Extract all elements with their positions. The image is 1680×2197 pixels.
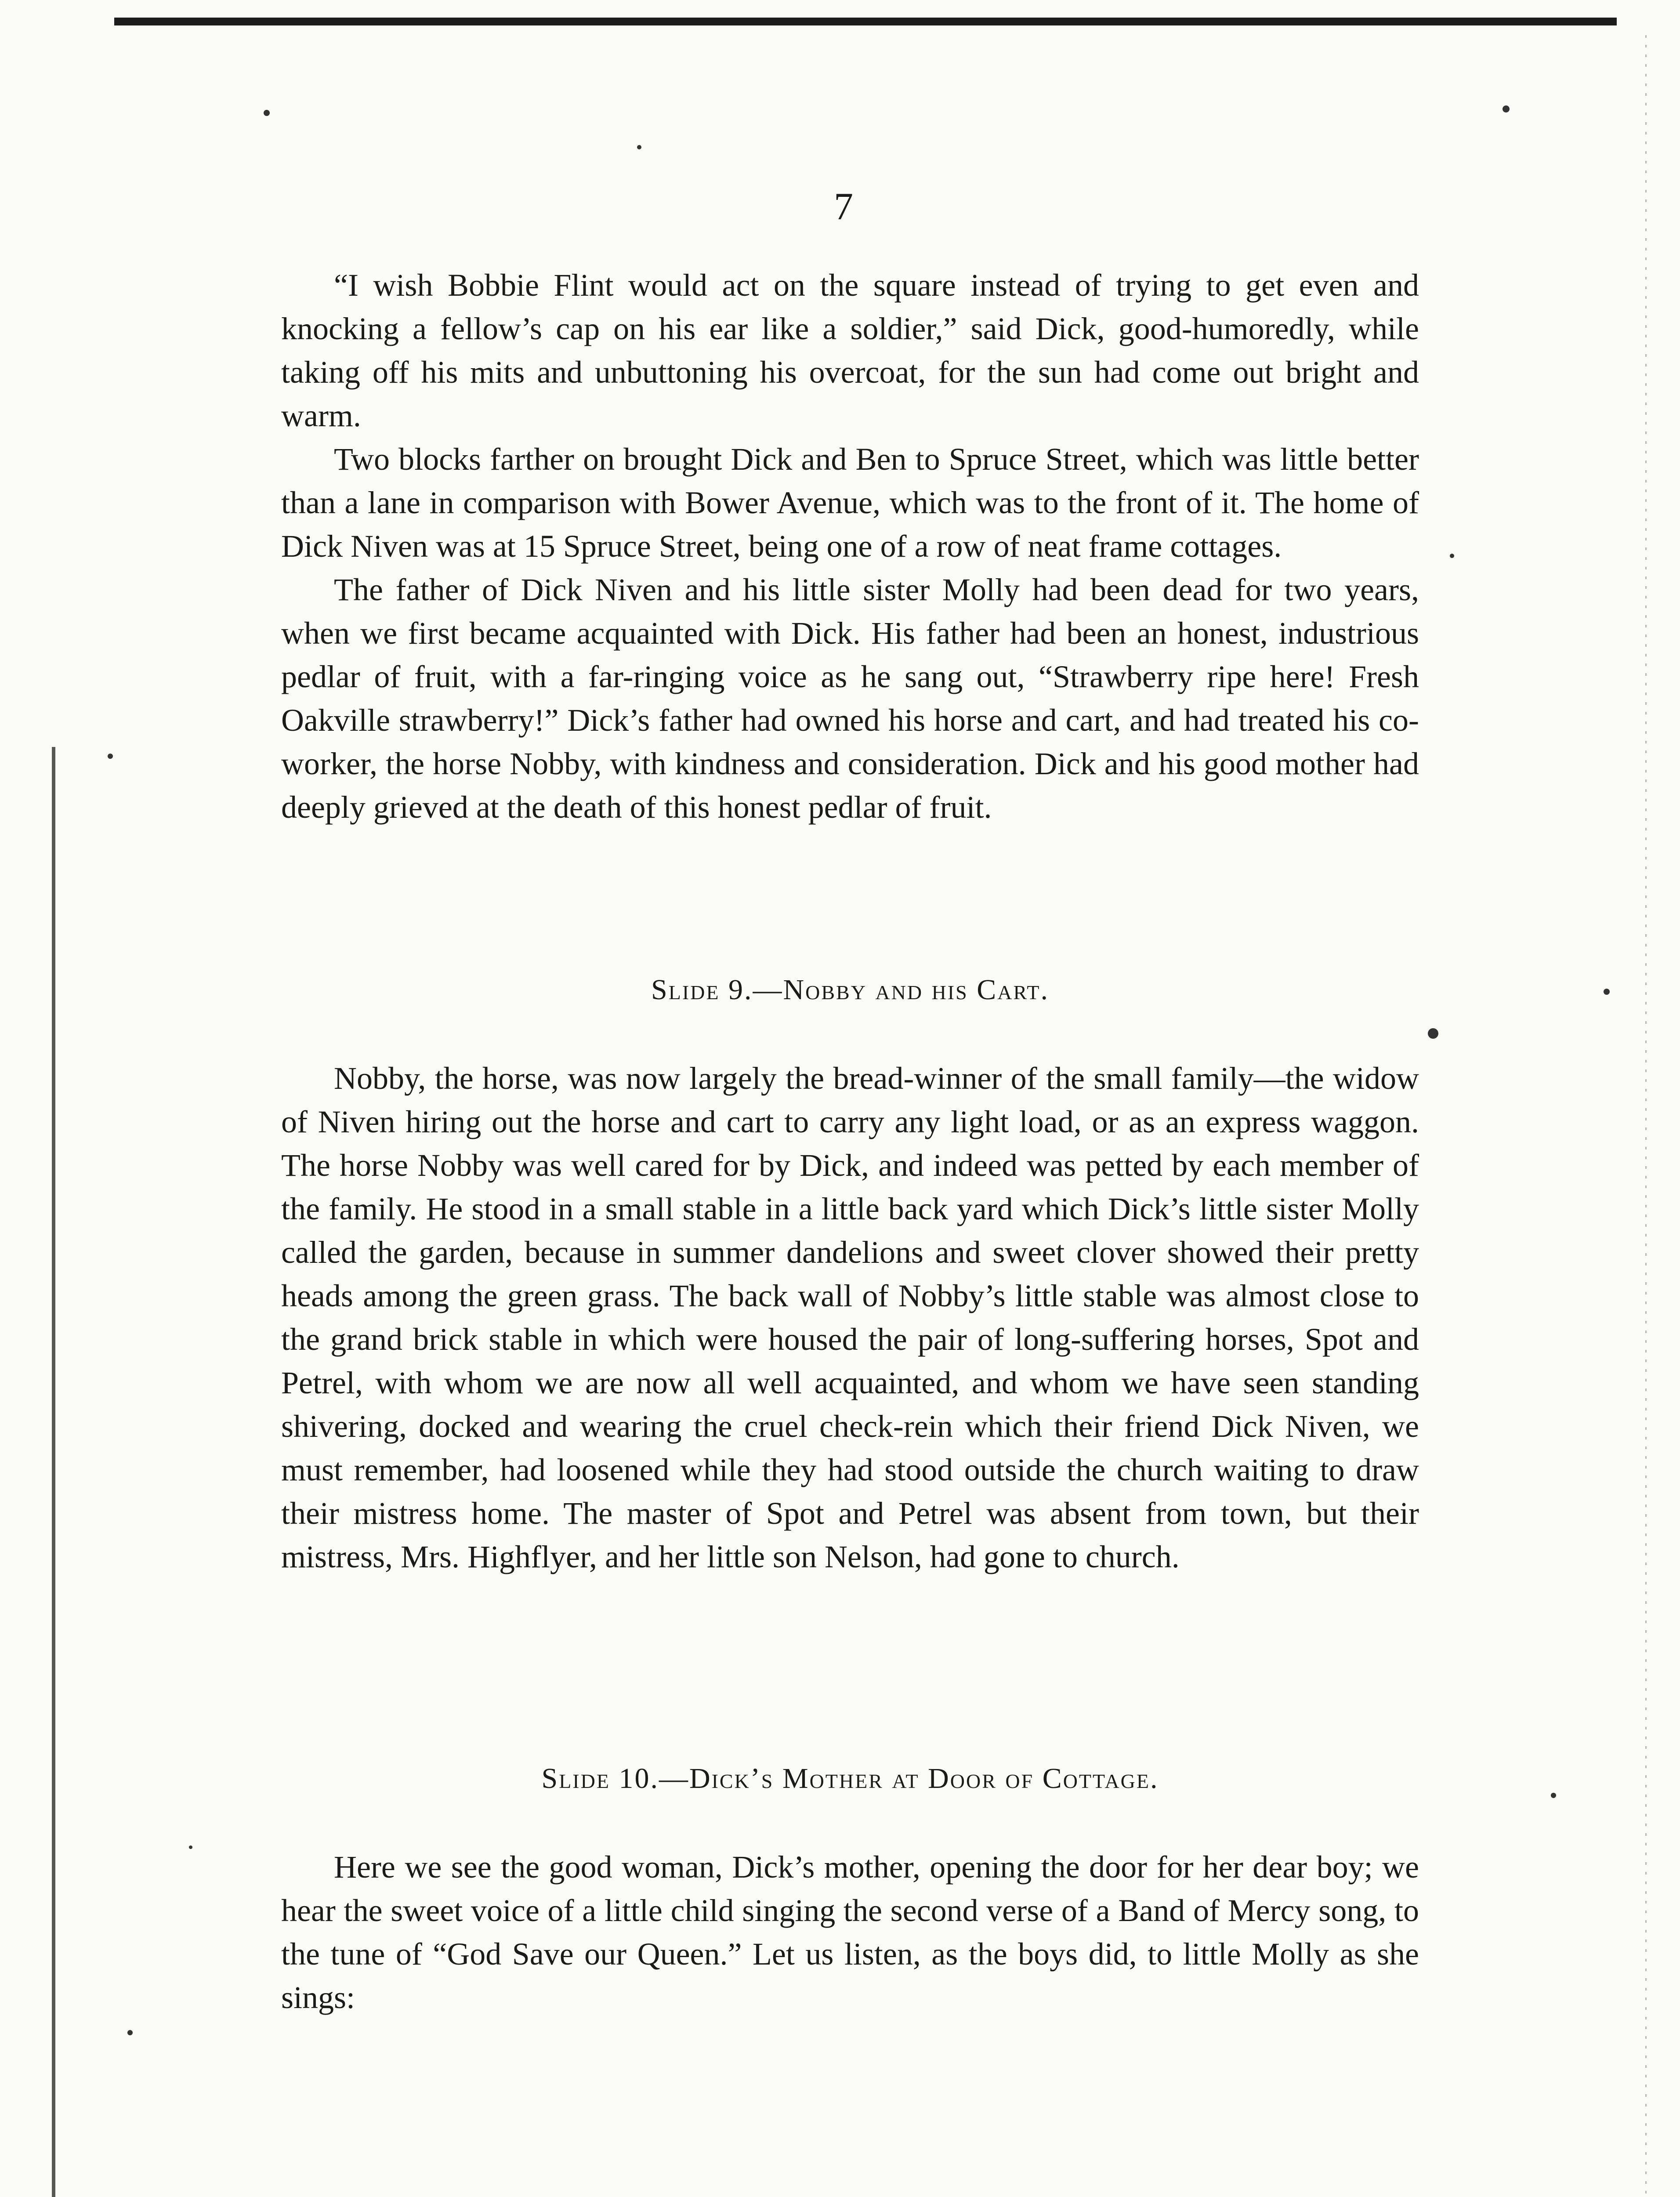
section-1-body [281,264,1419,829]
scan-speck [189,1845,192,1849]
paragraph: Two blocks farther on brought Dick and Ben to Spruce Street, which was little better than a lane in comparison with Bower Avenue, which was to the front of it. The home of Dick Niven was at 15 Spruce Street, being one of a row of neat frame cottages. [281,442,1419,564]
scan-speck [637,145,641,149]
top-rule [114,18,1617,25]
scan-speck [108,754,113,759]
scan-speck [1604,989,1610,995]
section-3-body [281,1845,1419,2019]
scan-speck [127,2030,133,2035]
scan-speck [1551,1793,1556,1798]
right-page-edge [1645,35,1647,2197]
scan-speck [1503,105,1510,112]
scan-speck [1450,554,1454,558]
section-heading-slide-9: Slide 9.—Nobby and his Cart. [651,974,1049,1006]
paragraph: The father of Dick Niven and his little sister Molly had been dead for two years, when we first became acquainted with Dick. His father had been an honest, industrious pedlar of fruit, with a far-ringing voice as he sang out, “Strawberry ripe here! Fresh Oakville strawberry!” Dick’s father had owned his horse and cart, and had treated his co-worker, the horse Nobby, with kindness and consideration. Dick and his good mother had deeply grieved at the death of this honest pedlar of fruit. [281,572,1419,825]
scan-speck [1428,1028,1438,1039]
paragraph: “I wish Bobbie Flint would act on the square instead of trying to get even and knocking a fellow’s cap on his ear like a soldier,” said Dick, good-humoredly, while taking off his mits and unbuttoning his overcoat, for the sun had come out bright and warm. [281,268,1419,433]
section-2-body [281,1057,1419,1579]
left-margin-line [52,747,55,2197]
section-heading-slide-10: Slide 10.—Dick’s Mother at Door of Cottage. [541,1762,1159,1795]
scan-speck [264,110,270,116]
paragraph: Nobby, the horse, was now largely the bread-winner of the small family—the widow of Niven hiring out the horse and cart to carry any light load, or as an express waggon. The horse Nobby was well cared for by Dick, and indeed was petted by each member of the family. He stood in a small stable in a little back yard which Dick’s little sister Molly called the garden, because in summer dandelions and sweet clover showed their pretty heads among the green grass. The back wall of Nobby’s little stable was almost close to the grand brick stable in which were housed the pair of long-suffering horses, Spot and Petrel, with whom we are now all well acquainted, and whom we have seen standing shivering, docked and wearing the cruel check-rein which their friend Dick Niven, we must remember, had loosened while they had stood outside the church waiting to draw their mistress home. The master of Spot and Petrel was absent from town, but their mistress, Mrs. Highflyer, and her little son Nelson, had gone to church. [281,1061,1419,1574]
page-number: 7 [834,185,853,228]
paragraph: Here we see the good woman, Dick’s mother, opening the door for her dear boy; we hear the sweet voice of a little child singing the second verse of a Band of Mercy song, to the tune of “God Save our Queen.” Let us listen, as the boys did, to little Molly as she sings: [281,1849,1419,2015]
